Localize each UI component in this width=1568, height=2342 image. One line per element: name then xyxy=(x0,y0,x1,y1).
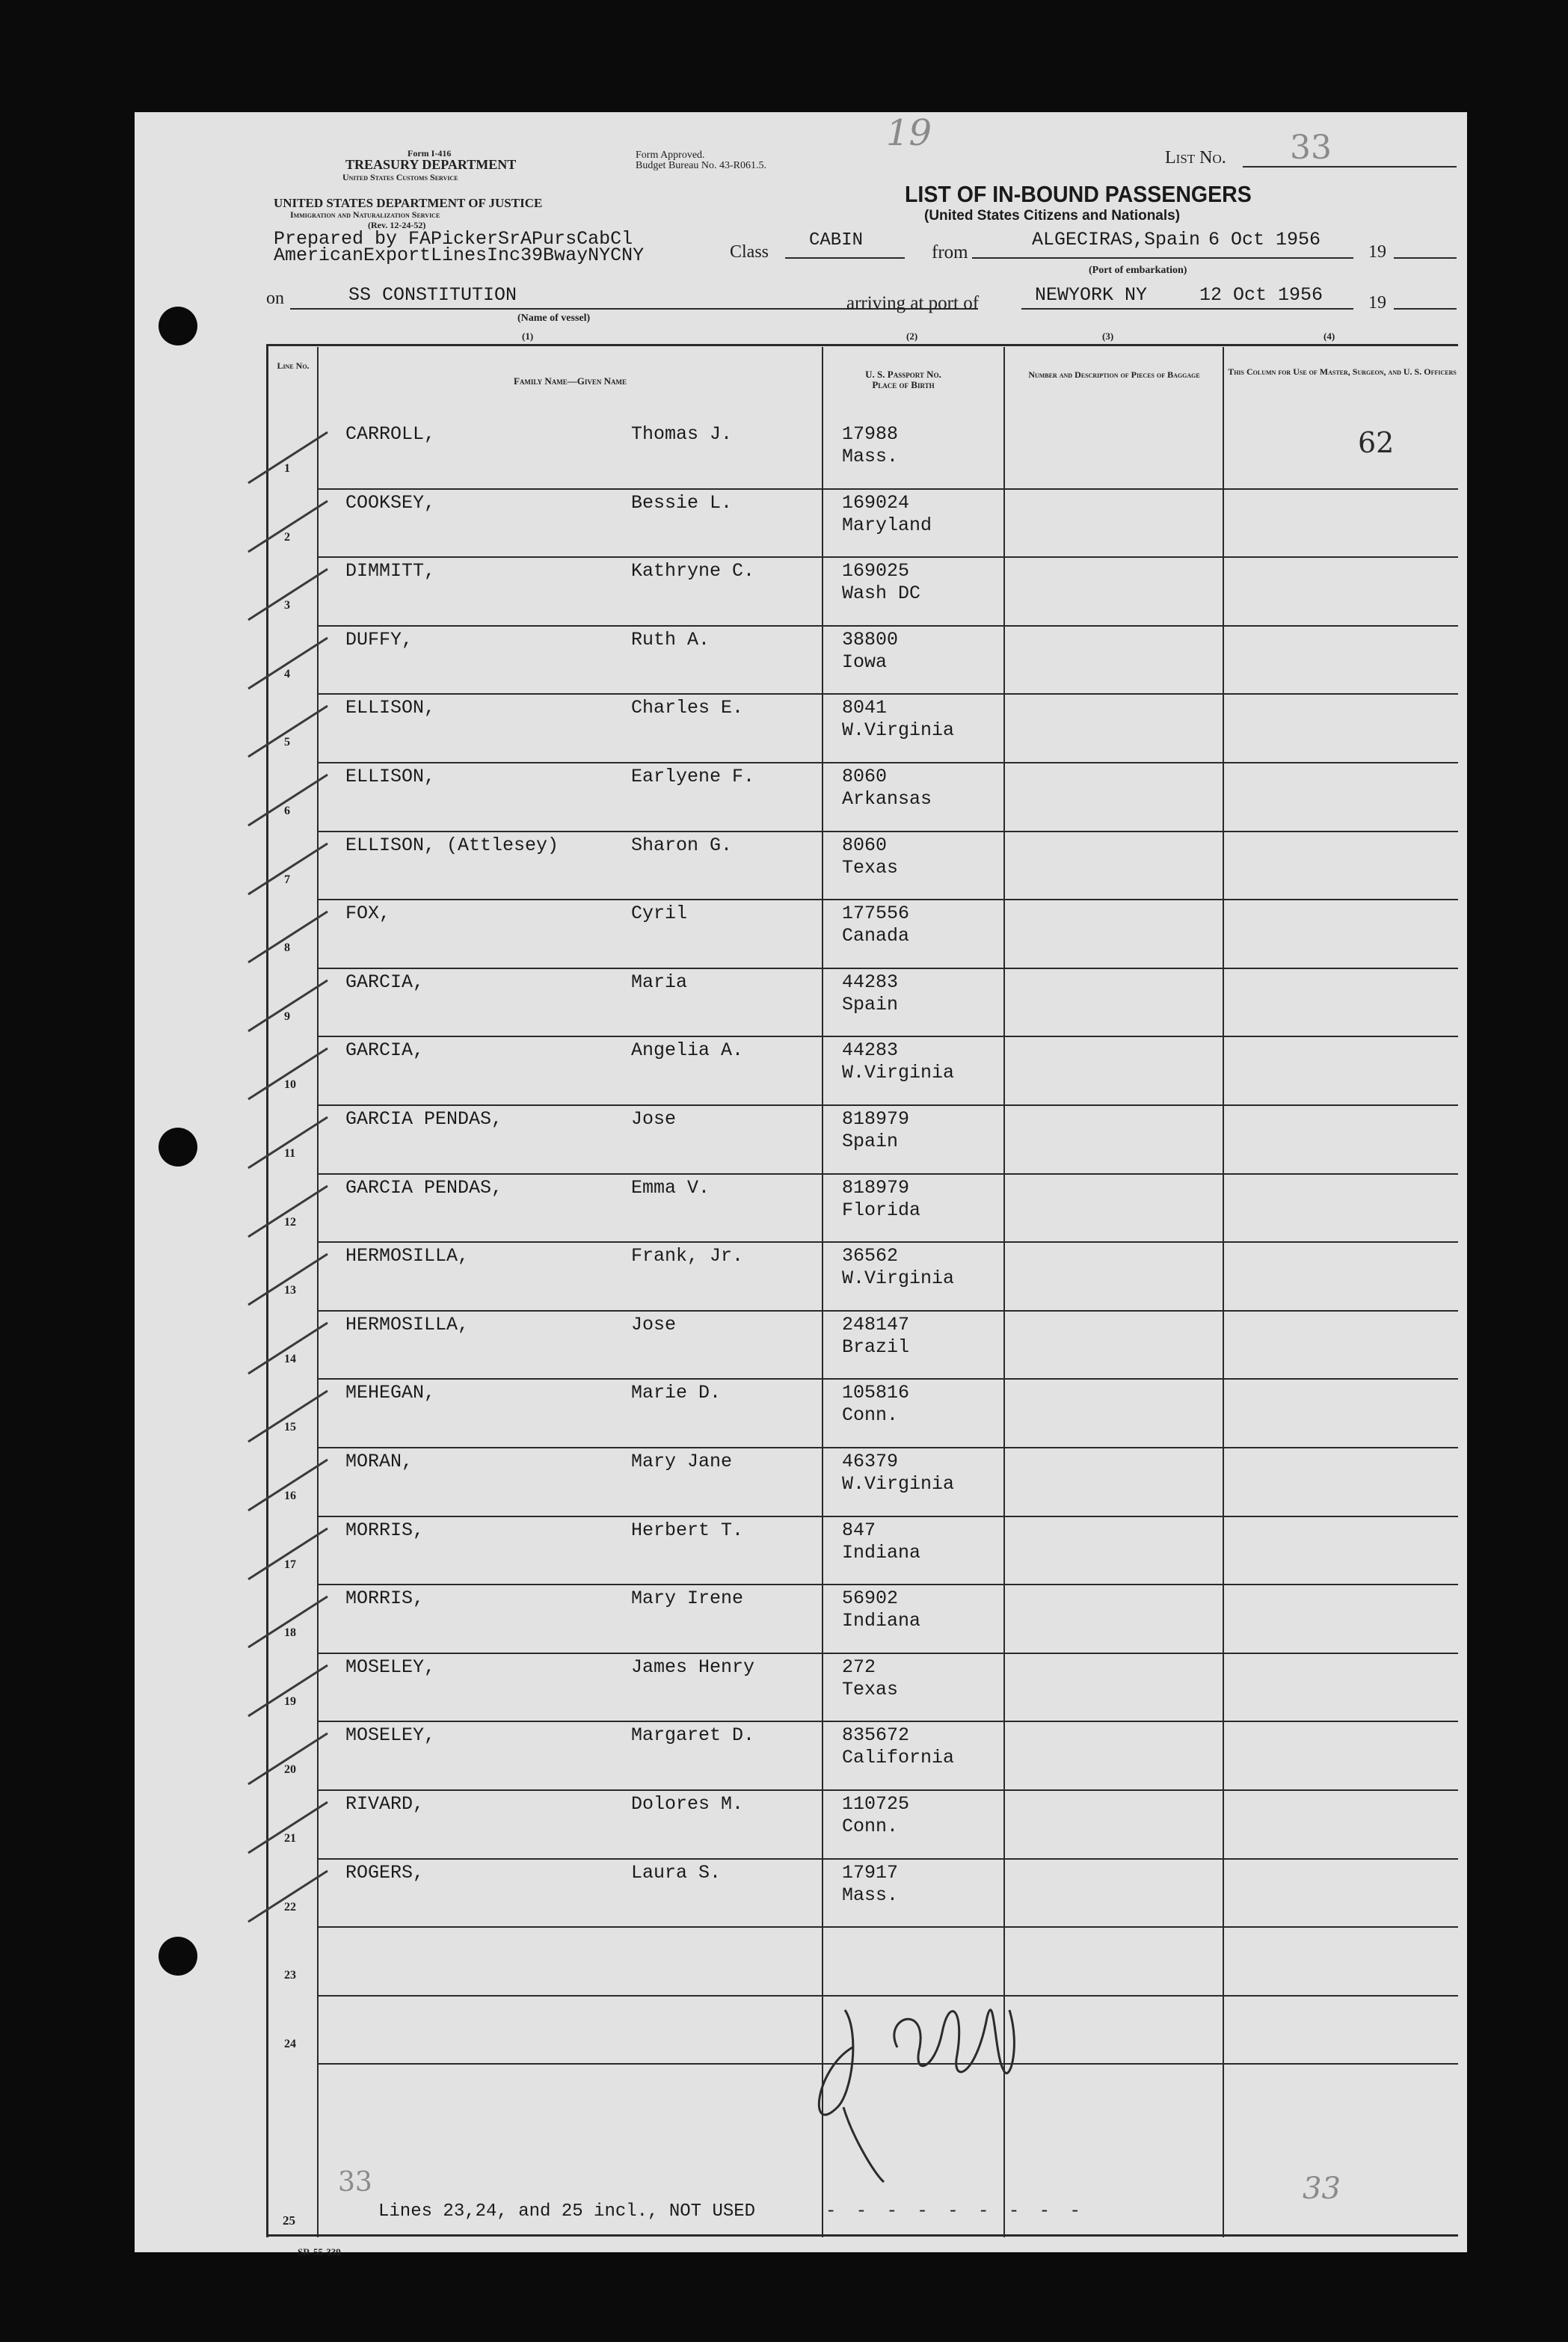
family-name: HERMOSILLA, xyxy=(345,1245,470,1267)
given-name: Ruth A. xyxy=(631,628,710,651)
check-mark xyxy=(245,563,335,623)
class-underline xyxy=(785,257,905,259)
place-of-birth: Conn. xyxy=(842,1404,899,1427)
passport-number: 38800 xyxy=(842,628,899,651)
departure-year-label: 19 xyxy=(1368,242,1386,262)
passport-number: 8060 xyxy=(842,834,888,856)
given-name: Jose xyxy=(631,1313,677,1336)
arrival-year-label: 19 xyxy=(1368,293,1386,313)
line-number: 20 xyxy=(284,1763,296,1777)
customs-service: United States Customs Service xyxy=(342,172,458,182)
line-number: 11 xyxy=(284,1147,296,1160)
place-of-birth: Mass. xyxy=(842,1884,899,1906)
given-name: Marie D. xyxy=(631,1382,722,1404)
given-name: Kathryne C. xyxy=(631,560,755,583)
header-officers: This Column for Use of Master, Surgeon, and U. S. Officers xyxy=(1228,366,1457,377)
passport-number: 169025 xyxy=(842,560,910,583)
list-no-underline xyxy=(1243,166,1457,167)
row-rule xyxy=(319,1310,1458,1312)
line-number: 8 xyxy=(284,941,290,955)
header-baggage: Number and Description of Pieces of Baggage xyxy=(1028,369,1200,380)
passport-number: 17988 xyxy=(842,423,899,445)
passport-number: 56902 xyxy=(842,1588,899,1610)
col-3-number: (3) xyxy=(1102,331,1114,342)
passport-number: 44283 xyxy=(842,971,899,993)
family-name: MORRIS, xyxy=(345,1519,425,1541)
passport-number: 818979 xyxy=(842,1108,910,1130)
place-of-birth: Indiana xyxy=(842,1541,921,1564)
prepared-by-line-2: AmericanExportLinesInc39BwayNYCNY xyxy=(274,245,645,266)
family-name: MOSELEY, xyxy=(345,1656,436,1678)
line-number: 13 xyxy=(284,1284,296,1297)
on-label: on xyxy=(266,289,284,308)
handwritten-33-left: 33 xyxy=(338,2167,372,2198)
row-rule xyxy=(319,1173,1458,1175)
check-mark xyxy=(245,1522,335,1582)
row-rule xyxy=(319,1721,1458,1722)
row-rule xyxy=(319,1447,1458,1448)
passport-number: 835672 xyxy=(842,1724,910,1747)
col-2-number: (2) xyxy=(906,331,918,342)
line-number: 16 xyxy=(284,1490,296,1502)
given-name: Sharon G. xyxy=(631,834,733,856)
line-number: 7 xyxy=(284,873,290,886)
line-number: 17 xyxy=(284,1558,296,1571)
check-mark xyxy=(245,1727,335,1787)
check-mark xyxy=(245,1042,335,1102)
budget-bureau: Budget Bureau No. 43-R061.5. xyxy=(636,160,766,171)
immigration-service: Immigration and Naturalization Service xyxy=(290,209,440,220)
row-rule xyxy=(319,1653,1458,1654)
row-rule xyxy=(319,1858,1458,1860)
family-name: DUFFY, xyxy=(345,628,413,651)
line-number: 14 xyxy=(284,1352,296,1365)
given-name: Laura S. xyxy=(631,1861,722,1884)
family-name: MORRIS, xyxy=(345,1588,425,1610)
row-rule xyxy=(319,625,1458,627)
list-number: 33 xyxy=(1290,129,1332,167)
line-number: 5 xyxy=(284,736,290,749)
form-number: Form I-416 xyxy=(408,148,452,159)
check-mark xyxy=(245,1659,335,1719)
table-top-border xyxy=(266,344,1458,346)
passport-number: 44283 xyxy=(842,1039,899,1062)
place-of-birth: Texas xyxy=(842,856,899,879)
passport-number: 105816 xyxy=(842,1382,910,1404)
row-rule xyxy=(319,1104,1458,1106)
passport-number: 169024 xyxy=(842,491,910,514)
line-number: 9 xyxy=(284,1009,290,1023)
place-of-birth: Spain xyxy=(842,1131,899,1152)
family-name: ROGERS, xyxy=(345,1861,425,1884)
check-mark xyxy=(245,1796,335,1856)
place-of-birth: Spain xyxy=(842,993,899,1015)
line-number: 10 xyxy=(284,1078,296,1092)
line-number: 18 xyxy=(284,1626,296,1640)
line-number: 12 xyxy=(284,1215,296,1229)
given-name: Mary Jane xyxy=(631,1451,733,1472)
family-name: ELLISON, (Attlesey) xyxy=(345,834,559,856)
row-rule xyxy=(319,899,1458,900)
row-rule xyxy=(319,1036,1458,1037)
punch-hole-middle xyxy=(159,1128,197,1167)
line-number: 4 xyxy=(284,667,290,680)
given-name: Margaret D. xyxy=(631,1724,755,1747)
col-4-number: (4) xyxy=(1323,331,1335,342)
line-number: 24 xyxy=(284,2037,296,2050)
place-of-birth: Indiana xyxy=(842,1610,921,1632)
given-name: James Henry xyxy=(631,1656,755,1678)
header-passport: U. S. Passport No. Place of Birth xyxy=(865,369,941,390)
passport-number: 272 xyxy=(842,1656,876,1678)
check-mark xyxy=(245,1248,335,1308)
passport-number: 36562 xyxy=(842,1245,899,1267)
form-code: SR-55-339 xyxy=(298,2246,341,2258)
place-of-birth: Iowa xyxy=(842,651,888,673)
given-name: Cyril xyxy=(631,903,688,925)
check-mark xyxy=(245,1111,335,1171)
line-number: 19 xyxy=(284,1694,296,1708)
arrival-port: NEWYORK NY xyxy=(1035,284,1148,306)
line-number: 23 xyxy=(284,1969,296,1982)
table-bottom-border xyxy=(266,2234,1458,2237)
family-name: COOKSEY, xyxy=(345,491,436,514)
handwritten-33-right: 33 xyxy=(1303,2172,1341,2206)
treasury-department: TREASURY DEPARTMENT xyxy=(345,157,517,172)
row-rule xyxy=(319,693,1458,695)
vessel-name: SS CONSTITUTION xyxy=(348,284,517,306)
check-mark xyxy=(245,1385,335,1445)
check-mark xyxy=(245,426,335,486)
family-name: ELLISON, xyxy=(345,766,436,787)
place-of-birth: Arkansas xyxy=(842,788,932,810)
not-used-note: Lines 23,24, and 25 incl., NOT USED xyxy=(378,2201,756,2222)
header-line-no: Line No. xyxy=(277,360,310,371)
line-number: 2 xyxy=(284,530,290,544)
place-of-birth: W.Virginia xyxy=(842,1062,955,1084)
departure-date: 6 Oct 1956 xyxy=(1208,229,1321,251)
family-name: GARCIA PENDAS, xyxy=(345,1108,503,1130)
family-name: GARCIA, xyxy=(345,1039,425,1062)
place-of-birth: Canada xyxy=(842,925,910,947)
given-name: Frank, Jr. xyxy=(631,1245,744,1267)
place-of-birth: California xyxy=(842,1747,955,1769)
family-name: DIMMITT, xyxy=(345,560,436,583)
given-name: Angelia A. xyxy=(631,1039,744,1062)
passport-number: 818979 xyxy=(842,1176,910,1199)
place-of-birth: Conn. xyxy=(842,1816,899,1837)
row-rule xyxy=(319,1241,1458,1243)
given-name: Bessie L. xyxy=(631,491,733,514)
family-name: HERMOSILLA, xyxy=(345,1313,470,1336)
row-rule xyxy=(319,1378,1458,1380)
punch-hole-bottom xyxy=(159,1937,197,1976)
row-rule xyxy=(319,1584,1458,1585)
given-name: Dolores M. xyxy=(631,1793,744,1815)
line-number: 3 xyxy=(284,599,290,612)
place-of-birth: W.Virginia xyxy=(842,1267,955,1290)
given-name: Thomas J. xyxy=(631,423,733,445)
passport-number: 8041 xyxy=(842,697,888,719)
family-name: GARCIA, xyxy=(345,971,425,993)
departure-year-underline xyxy=(1394,257,1457,259)
family-name: GARCIA PENDAS, xyxy=(345,1176,503,1199)
given-name: Maria xyxy=(631,971,688,993)
row-rule xyxy=(319,831,1458,832)
line-number-25: 25 xyxy=(283,2213,295,2228)
class-value: CABIN xyxy=(809,230,864,251)
department-of-justice: UNITED STATES DEPARTMENT OF JUSTICE xyxy=(274,196,543,210)
from-label: from xyxy=(932,242,968,262)
passport-number: 248147 xyxy=(842,1313,910,1336)
given-name: Emma V. xyxy=(631,1176,710,1199)
check-mark xyxy=(245,769,335,829)
not-used-dashes: - - - - - - - - - xyxy=(825,2201,1085,2222)
arrival-date: 12 Oct 1956 xyxy=(1199,284,1323,306)
place-of-birth: Mass. xyxy=(842,446,899,467)
passport-number: 46379 xyxy=(842,1451,899,1472)
form-approved: Form Approved. xyxy=(636,150,705,161)
row-rule xyxy=(319,1516,1458,1517)
from-underline xyxy=(972,257,1353,259)
check-mark xyxy=(245,906,335,965)
class-label: Class xyxy=(730,242,769,262)
prepared-by: Prepared by FAPickerSrAPursCabCl xyxy=(274,228,633,250)
vessel-caption: (Name of vessel) xyxy=(517,313,591,324)
given-name: Jose xyxy=(631,1108,677,1130)
passport-number: 110725 xyxy=(842,1793,910,1815)
arrival-year-underline xyxy=(1394,308,1457,310)
form-subtitle: (United States Citizens and Nationals) xyxy=(924,208,1181,224)
line-number: 1 xyxy=(284,462,290,475)
port-embarkation-caption: (Port of embarkation) xyxy=(1089,265,1187,276)
baggage-officers-divider xyxy=(1223,347,1224,2237)
check-mark xyxy=(245,974,335,1034)
passport-number: 847 xyxy=(842,1519,876,1541)
passport-number: 17917 xyxy=(842,1861,899,1884)
check-mark xyxy=(245,495,335,555)
check-mark xyxy=(245,632,335,692)
place-of-birth: W.Virginia xyxy=(842,1473,955,1495)
place-of-birth: Wash DC xyxy=(842,583,921,605)
arrival-underline xyxy=(1021,308,1353,310)
family-name: RIVARD, xyxy=(345,1793,425,1815)
check-mark xyxy=(245,1590,335,1650)
form-title: LIST OF IN-BOUND PASSENGERS xyxy=(905,181,1252,207)
manifest-sheet xyxy=(135,112,1467,2258)
passport-number: 177556 xyxy=(842,903,910,925)
punch-hole-top xyxy=(159,307,197,345)
family-name: MORAN, xyxy=(345,1451,413,1472)
list-no-label: List No. xyxy=(1165,148,1226,167)
check-mark xyxy=(245,1317,335,1377)
header-name: Family Name—Given Name xyxy=(513,375,627,387)
line-number: 21 xyxy=(284,1832,296,1845)
check-mark xyxy=(245,1454,335,1513)
passport-number: 8060 xyxy=(842,766,888,787)
row-rule xyxy=(319,1789,1458,1791)
given-name: Charles E. xyxy=(631,697,744,719)
family-name: MEHEGAN, xyxy=(345,1382,436,1404)
family-name: FOX, xyxy=(345,903,391,925)
given-name: Mary Irene xyxy=(631,1588,744,1610)
given-name: Herbert T. xyxy=(631,1519,744,1541)
given-name: Earlyene F. xyxy=(631,766,755,787)
col-1-number: (1) xyxy=(522,331,534,342)
officer-note: 62 xyxy=(1358,426,1395,459)
line-number: 22 xyxy=(284,1900,296,1914)
check-mark xyxy=(245,1180,335,1240)
port-of-embarkation: ALGECIRAS,Spain xyxy=(1032,229,1201,251)
row-rule xyxy=(319,488,1458,490)
revision-date: (Rev. 12-24-52) xyxy=(368,220,426,230)
place-of-birth: Maryland xyxy=(842,514,932,536)
family-name: CARROLL, xyxy=(345,423,436,445)
handwritten-sheet-number: 19 xyxy=(886,112,932,154)
inspector-signature xyxy=(808,1883,1024,2197)
place-of-birth: W.Virginia xyxy=(842,719,955,742)
family-name: ELLISON, xyxy=(345,697,436,719)
line-number: 6 xyxy=(284,805,290,817)
row-rule xyxy=(319,556,1458,558)
check-mark xyxy=(245,1865,335,1925)
arriving-label: arriving at port of xyxy=(846,293,980,313)
place-of-birth: Brazil xyxy=(842,1336,910,1358)
row-rule xyxy=(319,762,1458,763)
line-number: 15 xyxy=(284,1421,296,1434)
check-mark xyxy=(245,837,335,897)
place-of-birth: Texas xyxy=(842,1678,899,1700)
check-mark xyxy=(245,700,335,760)
family-name: MOSELEY, xyxy=(345,1724,436,1747)
place-of-birth: Florida xyxy=(842,1199,921,1221)
row-rule xyxy=(319,968,1458,969)
